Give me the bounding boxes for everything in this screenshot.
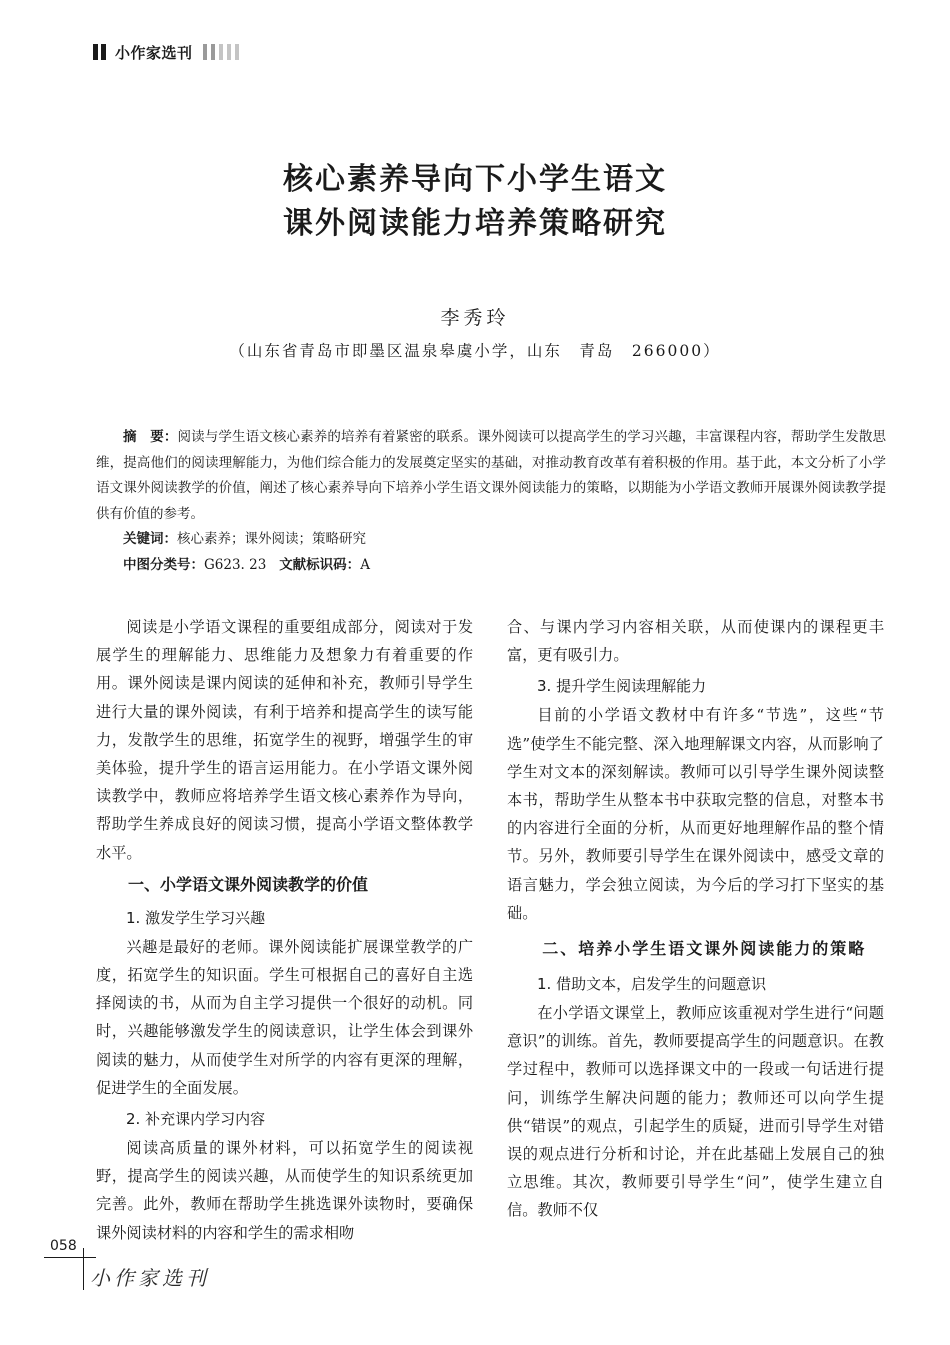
title-line-1: 核心素养导向下小学生语文 (283, 162, 667, 197)
header-bar-mark (93, 44, 98, 60)
abstract-paragraph (96, 425, 886, 527)
body-column-left (96, 613, 473, 1247)
doc-code-label: 文献标识码： (279, 556, 361, 573)
page-number: 058 (50, 1238, 77, 1254)
abstract-text: 阅读与学生语文核心素养的培养有着紧密的联系。课外阅读可以提高学生的学习兴趣，丰富课程内容，帮助学生发散思维，提高他们的阅读理解能力，为他们综合能力的发展奠定坚实的基础，对推动教育改革有着积极的作用。基于此，本文分析了小学语文课外阅读教学的价值，阐述了核心素养导向下培养小学生语文课外阅读能力的策略，以期能为小学语文教师开展课外阅读教学提供有价值的参考。 (96, 429, 887, 522)
subsection-heading: 2. 补充课内学习内容 (126, 1110, 266, 1129)
journal-name: 小作家选刊 (115, 43, 193, 62)
subsection-heading: 1. 借助文本，启发学生的问题意识 (537, 975, 767, 994)
header-bar-mark (227, 44, 231, 60)
intro-paragraph: 阅读是小学语文课程的重要组成部分，阅读对于发展学生的理解能力、思维能力及想象力有着重要的作用。课外阅读是课内阅读的延伸和补充，教师引导学生进行大量的课外阅读，有利于培养和提高学生的读写能力，发散学生的思维，拓宽学生的视野，增强学生的审美体验，提升学生的语言运用能力。在小学语文课外阅读教学中，教师应将培养学生语文核心素养作为导向，帮助学生养成良好的阅读习惯，提高小学语文整体教学水平。 (96, 618, 473, 862)
footer-journal-logo: 小作家选刊 (90, 1266, 210, 1290)
clc-label: 中图分类号： (123, 556, 204, 573)
body-paragraph: 目前的小学语文教材中有许多“节选”，这些“节选”使学生不能完整、深入地理解课文内容，从而影响了学生对文本的深刻解读。教师可以引导学生课外阅读整本书，帮助学生从整本书中获取完整的信息，对整本书的内容进行全面的分析，从而更好地理解作品的整个情节。另外，教师要引导学生在课外阅读中，感受文章的语言魅力，学会独立阅读，为今后的学习打下坚实的基础。 (507, 706, 884, 922)
abstract-label: 摘 要： (123, 429, 178, 445)
body-paragraph: 阅读高质量的课外材料，可以拓宽学生的阅读视野，提高学生的阅读兴趣，从而使学生的知识系统更加完善。此外，教师在帮助学生挑选课外读物时，要确保课外阅读材料的内容和学生的需求相吻 (96, 1139, 473, 1242)
author-affiliation: （山东省青岛市即墨区温泉皋虞小学，山东 青岛 266000） (229, 342, 721, 360)
abstract-block (96, 425, 886, 578)
body-column-right (507, 613, 884, 1225)
footer-rule-vertical (83, 1248, 84, 1290)
clc-value: G623. 23 (204, 556, 267, 573)
subsection-heading: 1. 激发学生学习兴趣 (126, 908, 266, 927)
body-paragraph: 在小学语文课堂上，教师应该重视对学生进行“问题意识”的训练。首先，教师要提高学生的问题意识。在教学过程中，教师可以选择课文中的一段或一句话进行提问，训练学生解决问题的能力；教师还可以向学生提供“错误”的观点，引起学生的质疑，进而引导学生对错误的观点进行分析和讨论，并在此基础上发展自己的独立思维。其次，教师要引导学生“问”，使学生建立自信。教师不仅 (507, 1004, 884, 1220)
section-heading-1: 一、小学语文课外阅读教学的价值 (128, 874, 369, 894)
body-paragraph: 兴趣是最好的老师。课外阅读能扩展课堂教学的广度，拓宽学生的知识面。学生可根据自己的喜好自主选择阅读的书，从而为自主学习提供一个很好的动机。同时，兴趣能够激发学生的阅读意识，让学生体会到课外阅读的魅力，从而使学生对所学的内容有更深的理解，促进学生的全面发展。 (96, 937, 473, 1097)
doc-code-value: A (360, 556, 370, 573)
article-title (0, 158, 950, 246)
subsection-heading: 3. 提升学生阅读理解能力 (537, 677, 707, 696)
footer-rule-horizontal (44, 1257, 96, 1258)
title-line-2: 课外阅读能力培养策略研究 (283, 206, 667, 241)
author-name: 李秀玲 (440, 307, 510, 329)
header-bar-mark (219, 44, 223, 60)
header-bar-mark (101, 44, 106, 60)
keywords-text: 核心素养；课外阅读；策略研究 (177, 531, 366, 547)
body-paragraph-continued: 合、与课内学习内容相关联，从而使课内的课程更丰富，更有吸引力。 (507, 618, 884, 665)
classification-line (96, 553, 886, 579)
header-bar-mark (211, 44, 215, 60)
keywords-line (96, 527, 886, 553)
running-header (93, 40, 243, 64)
header-bar-mark (235, 44, 239, 60)
section-heading-2: 二、培养小学生语文课外阅读能力的策略 (542, 939, 867, 959)
header-bar-mark (203, 44, 207, 60)
keywords-label: 关键词： (123, 531, 177, 547)
